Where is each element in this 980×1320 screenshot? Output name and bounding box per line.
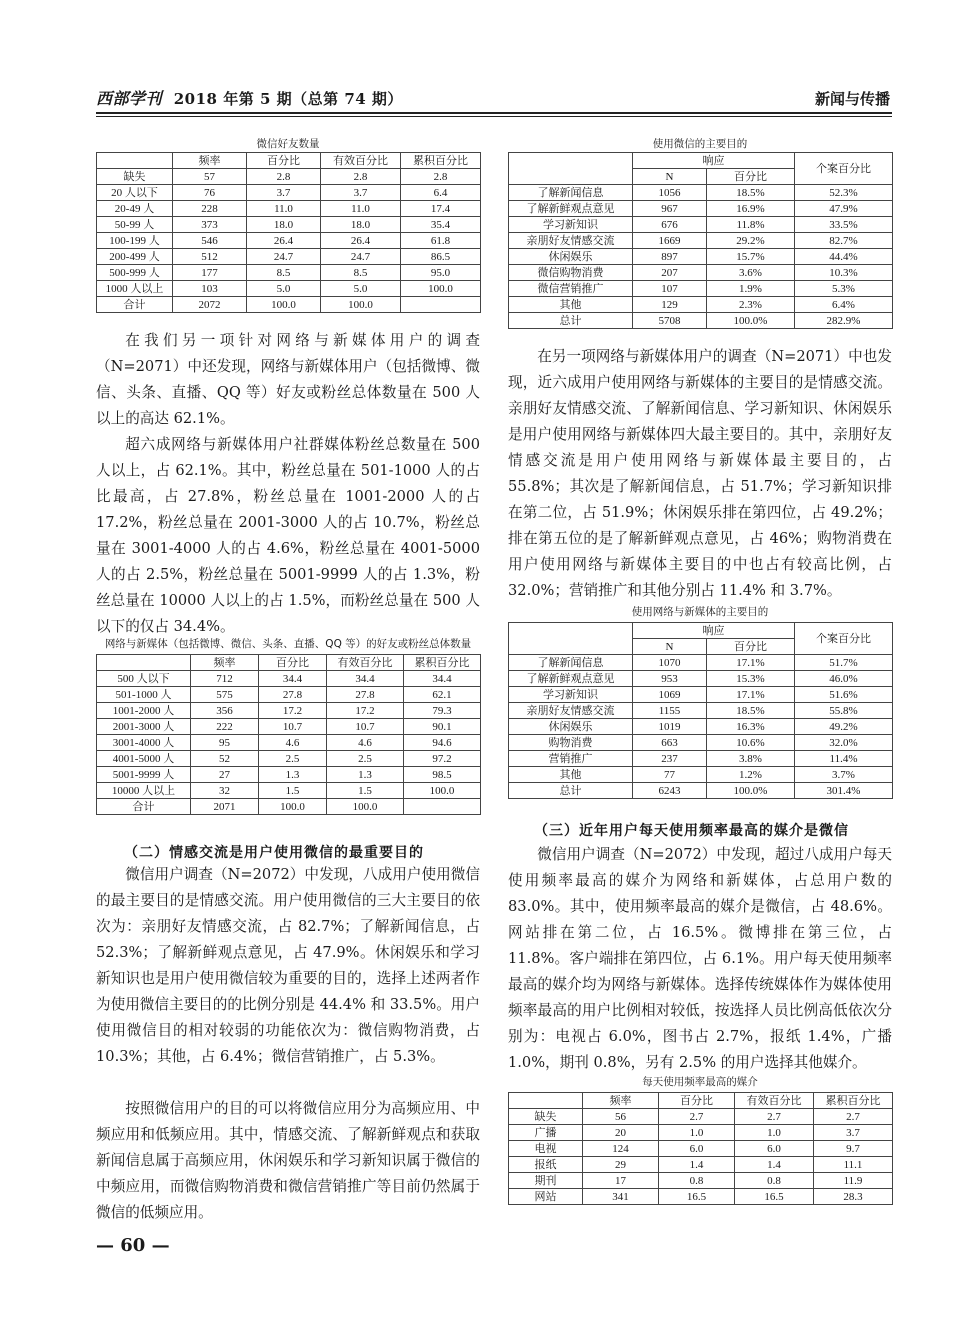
table-cell: 10.7 xyxy=(327,719,404,735)
row-label: 500-999 人 xyxy=(97,265,173,281)
table-cell: 33.5% xyxy=(795,217,893,233)
table-cell: 17.1% xyxy=(707,655,795,671)
table-header-row xyxy=(509,1093,893,1109)
wechat-purpose-table xyxy=(508,152,893,329)
table-cell: 95 xyxy=(191,735,259,751)
table-cell: 2.3% xyxy=(707,297,795,313)
table-header-row xyxy=(97,153,481,169)
table-cell: 11.0 xyxy=(321,201,401,217)
table-cell: 100.0% xyxy=(707,313,795,329)
row-label: 亲朋好友情感交流 xyxy=(509,233,633,249)
column-header xyxy=(97,153,173,169)
table-cell: 98.5 xyxy=(404,767,481,783)
table-cell: 18.5% xyxy=(707,185,795,201)
row-label: 5001-9999 人 xyxy=(97,767,191,783)
table-cell: 10.3% xyxy=(795,265,893,281)
table-cell: 94.6 xyxy=(404,735,481,751)
table-row xyxy=(509,265,893,281)
table-cell: 86.5 xyxy=(401,249,481,265)
table-cell: 2.8 xyxy=(401,169,481,185)
header-rule xyxy=(96,112,892,114)
table-cell: 11.0 xyxy=(247,201,321,217)
table-cell: 49.2% xyxy=(795,719,893,735)
column-header: 百分比 xyxy=(707,639,795,655)
column-header: N xyxy=(633,639,707,655)
table-cell: 51.6% xyxy=(795,687,893,703)
table-cell: 897 xyxy=(633,249,707,265)
table-cell: 46.0% xyxy=(795,671,893,687)
table-cell: 2.5 xyxy=(259,751,327,767)
table-cell: 712 xyxy=(191,671,259,687)
table-cell: 3.7 xyxy=(814,1125,893,1141)
column-header: 有效百分比 xyxy=(321,153,401,169)
paragraph-daily-media: 微信用户调查（N=2072）中发现，超过八成用户每天使用频率最高的媒介为网络和新媒体，占总用户数的 83.0%。其中，使用频率最高的媒介是微信，占 48.6%。网站排在第二位，占 16.5%。微博排在第三位，占 11.8%。客户端排在第四位，占 6.1%。用户每天使用频率最高的媒介均为网络与新媒体。选择传统媒体作为媒体使用频率最高的用户比例相对较低，按选择人员比例高低依次分别为：电视占 6.0%，图书占 2.7%，报纸 1.4%，广播 1.0%，期刊 0.8%，另有 2.5% 的用户选择其他媒介。 xyxy=(508,846,892,1071)
media-purpose-table xyxy=(508,622,893,799)
row-label: 4001-5000 人 xyxy=(97,751,191,767)
table-row xyxy=(509,1157,893,1173)
table-cell: 17.2 xyxy=(259,703,327,719)
table-row xyxy=(509,655,893,671)
table-cell: 35.4 xyxy=(401,217,481,233)
row-label: 20-49 人 xyxy=(97,201,173,217)
table-cell: 2.7 xyxy=(814,1109,893,1125)
table-cell: 56 xyxy=(583,1109,659,1125)
row-label: 了解新闻信息 xyxy=(509,185,633,201)
table-cell: 103 xyxy=(173,281,247,297)
table-cell: 18.0 xyxy=(247,217,321,233)
table-row xyxy=(509,233,893,249)
table-row xyxy=(509,783,893,799)
table-cell: 2071 xyxy=(191,799,259,815)
table-cell: 62.1 xyxy=(404,687,481,703)
paragraph-wechat-applications: 按照微信用户的目的可以将微信应用分为高频应用、中频应用和低频应用。其中，情感交流、了解新鲜观点和获取新闻信息属于高频应用，休闲娱乐和学习新知识属于微信的中频应用，而微信购物消费和微信营销推广等目前仍然属于微信的低频应用。 xyxy=(96,1100,480,1221)
table-cell: 82.7% xyxy=(795,233,893,249)
table-cell: 55.8% xyxy=(795,703,893,719)
table-cell: 228 xyxy=(173,201,247,217)
row-label: 网站 xyxy=(509,1189,583,1205)
table-cell: 18.0 xyxy=(321,217,401,233)
table-cell: 1155 xyxy=(633,703,707,719)
table-cell: 10.6% xyxy=(707,735,795,751)
table-cell: 52 xyxy=(191,751,259,767)
table-caption-fans: 网络与新媒体（包括微博、微信、头条、直播、QQ 等）的好友或粉丝总体数量 xyxy=(104,638,472,650)
table-cell xyxy=(404,799,481,815)
journal-name: 西部学刊 xyxy=(96,89,163,108)
table-cell: 8.5 xyxy=(321,265,401,281)
table-cell: 6.0 xyxy=(659,1141,735,1157)
table-row xyxy=(509,1173,893,1189)
table-cell: 1.0 xyxy=(659,1125,735,1141)
table-cell: 18.5% xyxy=(707,703,795,719)
table-cell: 15.7% xyxy=(707,249,795,265)
table-caption-friends: 微信好友数量 xyxy=(256,138,320,150)
paragraph-fans-count: 超六成网络与新媒体用户社群媒体粉丝总数量在 500 人以上，占 62.1%。其中，粉丝总量在 501-1000 人的占比最高，占 27.8%，粉丝总量在 1001-2000 人的占 17.2%，粉丝总量在 2001-3000 人的占 10.7%，粉丝总量在 3001-4000 人的占 4.6%，粉丝总量在 4001-5000 人的占 2.5%，粉丝总量在 5001-9999 人的占 1.3%，粉丝总量在 10000 人以上的占 1.5%，而粉丝总量在 500 人以下的仅占 34.4%。 xyxy=(96,436,480,635)
row-label: 缺失 xyxy=(97,169,173,185)
table-cell: 34.4 xyxy=(327,671,404,687)
friends-count-table xyxy=(96,152,481,313)
table-cell: 1.4 xyxy=(735,1157,814,1173)
table-cell: 2.7 xyxy=(659,1109,735,1125)
table-cell: 28.3 xyxy=(814,1189,893,1205)
table-cell: 663 xyxy=(633,735,707,751)
group-header: 响应 xyxy=(633,153,795,169)
subheading-emotional-exchange: （二）情感交流是用户使用微信的最重要目的 xyxy=(124,845,424,861)
table-row xyxy=(509,1189,893,1205)
table-cell: 27 xyxy=(191,767,259,783)
table-cell: 17.1% xyxy=(707,687,795,703)
table-cell: 29.2% xyxy=(707,233,795,249)
table-cell: 373 xyxy=(173,217,247,233)
table-cell: 124 xyxy=(583,1141,659,1157)
table-cell: 282.9% xyxy=(795,313,893,329)
row-label: 20 人以下 xyxy=(97,185,173,201)
table-cell: 1.3 xyxy=(327,767,404,783)
table-cell: 1.9% xyxy=(707,281,795,297)
table-cell: 4.6 xyxy=(259,735,327,751)
table-cell: 15.3% xyxy=(707,671,795,687)
table-cell: 16.5 xyxy=(659,1189,735,1205)
table-row xyxy=(97,767,481,783)
row-label: 微信营销推广 xyxy=(509,281,633,297)
table-row xyxy=(97,169,481,185)
table-cell: 2.8 xyxy=(247,169,321,185)
row-label: 501-1000 人 xyxy=(97,687,191,703)
column-header: 百分比 xyxy=(659,1093,735,1109)
row-label: 了解新鲜观点意见 xyxy=(509,671,633,687)
table-row xyxy=(97,671,481,687)
table-cell: 26.4 xyxy=(247,233,321,249)
column-header xyxy=(509,1093,583,1109)
table-row xyxy=(97,783,481,799)
table-cell: 100.0% xyxy=(707,783,795,799)
table-cell: 5.0 xyxy=(247,281,321,297)
table-cell: 2072 xyxy=(173,297,247,313)
issue-info: 2018 年第 5 期（总第 74 期） xyxy=(173,90,403,108)
case-percent-header: 个案百分比 xyxy=(795,623,893,655)
table-cell: 11.8% xyxy=(707,217,795,233)
table-row xyxy=(509,201,893,217)
table-cell: 100.0 xyxy=(247,297,321,313)
table-cell: 100.0 xyxy=(401,281,481,297)
table-cell: 26.4 xyxy=(321,233,401,249)
table-cell: 57 xyxy=(173,169,247,185)
table-row xyxy=(509,735,893,751)
table-cell: 5708 xyxy=(633,313,707,329)
table-cell: 129 xyxy=(633,297,707,313)
table-cell: 6.4 xyxy=(401,185,481,201)
daily-media-table xyxy=(508,1092,893,1205)
table-cell: 2.8 xyxy=(321,169,401,185)
table-row xyxy=(97,735,481,751)
table-header-row xyxy=(509,153,893,169)
table-cell: 76 xyxy=(173,185,247,201)
table-cell: 27.8 xyxy=(259,687,327,703)
table-cell: 16.9% xyxy=(707,201,795,217)
table-cell: 1.4 xyxy=(659,1157,735,1173)
table-cell: 17.2 xyxy=(327,703,404,719)
table-row xyxy=(97,233,481,249)
table-cell: 177 xyxy=(173,265,247,281)
table-cell: 3.6% xyxy=(707,265,795,281)
table-cell: 1070 xyxy=(633,655,707,671)
table-cell: 1669 xyxy=(633,233,707,249)
table-row xyxy=(97,249,481,265)
table-cell: 77 xyxy=(633,767,707,783)
table-cell: 575 xyxy=(191,687,259,703)
table-cell: 356 xyxy=(191,703,259,719)
column-header: 频率 xyxy=(173,153,247,169)
table-caption-daily-media: 每天使用频率最高的媒介 xyxy=(642,1076,758,1088)
row-label: 学习新知识 xyxy=(509,687,633,703)
table-row xyxy=(97,185,481,201)
table-row xyxy=(97,719,481,735)
table-cell: 1.3 xyxy=(259,767,327,783)
table-row xyxy=(509,767,893,783)
table-cell: 32 xyxy=(191,783,259,799)
table-row xyxy=(97,217,481,233)
table-cell: 32.0% xyxy=(795,735,893,751)
table-row xyxy=(509,703,893,719)
table-header-row xyxy=(97,655,481,671)
table-cell: 3.7 xyxy=(247,185,321,201)
table-cell: 100.0 xyxy=(327,799,404,815)
table-header-row xyxy=(509,623,893,639)
row-label: 了解新鲜观点意见 xyxy=(509,201,633,217)
table-cell: 29 xyxy=(583,1157,659,1173)
table-cell: 100.0 xyxy=(321,297,401,313)
table-cell: 11.1 xyxy=(814,1157,893,1173)
row-label: 期刊 xyxy=(509,1173,583,1189)
table-row xyxy=(509,297,893,313)
blank-header-cell xyxy=(509,153,633,185)
table-cell: 17 xyxy=(583,1173,659,1189)
row-label: 其他 xyxy=(509,297,633,313)
table-cell: 100.0 xyxy=(259,799,327,815)
table-cell: 2.5 xyxy=(327,751,404,767)
case-percent-header: 个案百分比 xyxy=(795,153,893,185)
table-cell: 1056 xyxy=(633,185,707,201)
subheading-daily-media: （三）近年用户每天使用频率最高的媒介是微信 xyxy=(534,823,849,839)
table-cell: 9.7 xyxy=(814,1141,893,1157)
table-row xyxy=(509,1125,893,1141)
table-cell: 8.5 xyxy=(247,265,321,281)
column-header: 累积百分比 xyxy=(814,1093,893,1109)
row-label: 1000 人以上 xyxy=(97,281,173,297)
table-cell: 3.7% xyxy=(795,767,893,783)
paragraph-network-survey: 在我们另一项针对网络与新媒体用户的调查（N=2071）中还发现，网络与新媒体用户（包括微博、微信、头条、直播、QQ 等）好友或粉丝总体数量在 500 人以上的高达 62.1%。 xyxy=(96,332,480,427)
table-cell: 341 xyxy=(583,1189,659,1205)
row-label: 购物消费 xyxy=(509,735,633,751)
row-label: 缺失 xyxy=(509,1109,583,1125)
table-row xyxy=(97,703,481,719)
table-cell: 5.3% xyxy=(795,281,893,297)
table-cell: 3.8% xyxy=(707,751,795,767)
table-cell: 5.0 xyxy=(321,281,401,297)
table-row xyxy=(509,313,893,329)
table-cell: 1069 xyxy=(633,687,707,703)
table-caption-media-purpose: 使用网络与新媒体的主要目的 xyxy=(631,606,769,618)
table-cell: 52.3% xyxy=(795,185,893,201)
table-row xyxy=(509,1141,893,1157)
table-cell: 34.4 xyxy=(404,671,481,687)
group-header: 响应 xyxy=(633,623,795,639)
column-header: 频率 xyxy=(583,1093,659,1109)
table-cell: 24.7 xyxy=(321,249,401,265)
section-title: 新闻与传播 xyxy=(814,90,890,108)
table-row xyxy=(509,249,893,265)
table-cell: 79.3 xyxy=(404,703,481,719)
table-cell: 61.8 xyxy=(401,233,481,249)
table-cell: 16.3% xyxy=(707,719,795,735)
table-cell: 546 xyxy=(173,233,247,249)
table-row xyxy=(97,751,481,767)
row-label: 报纸 xyxy=(509,1157,583,1173)
row-label: 50-99 人 xyxy=(97,217,173,233)
table-cell: 1.5 xyxy=(259,783,327,799)
table-cell: 90.1 xyxy=(404,719,481,735)
row-label: 200-499 人 xyxy=(97,249,173,265)
table-cell: 11.4% xyxy=(795,751,893,767)
table-cell: 222 xyxy=(191,719,259,735)
table-cell: 16.5 xyxy=(735,1189,814,1205)
table-cell: 6243 xyxy=(633,783,707,799)
table-cell: 24.7 xyxy=(247,249,321,265)
table-row xyxy=(97,281,481,297)
row-label: 1001-2000 人 xyxy=(97,703,191,719)
paragraph-wechat-purpose: 微信用户调查（N=2072）中发现，八成用户使用微信的最主要目的是情感交流。用户使用微信的三大主要目的依次为：亲朋好友情感交流，占 82.7%；了解新闻信息，占 52.3%；了解新鲜观点意见，占 47.9%。休闲娱乐和学习新知识也是用户使用微信较为重要的目的，选择上述两者作为使用微信主要目的的比例分别是 44.4% 和 33.5%。用户使用微信目的相对较弱的功能依次为：微信购物消费，占 10.3%；其他，占 6.4%；微信营销推广，占 5.3%。 xyxy=(96,866,480,1065)
table-cell: 44.4% xyxy=(795,249,893,265)
table-row xyxy=(509,671,893,687)
table-cell: 51.7% xyxy=(795,655,893,671)
table-cell: 27.8 xyxy=(327,687,404,703)
running-header-left xyxy=(96,86,403,109)
table-cell: 47.9% xyxy=(795,201,893,217)
table-row xyxy=(509,751,893,767)
table-cell: 953 xyxy=(633,671,707,687)
row-label: 休闲娱乐 xyxy=(509,719,633,735)
table-cell: 95.0 xyxy=(401,265,481,281)
page-number: — 60 — xyxy=(96,1235,170,1256)
column-header: 百分比 xyxy=(259,655,327,671)
table-cell: 1.0 xyxy=(735,1125,814,1141)
table-row xyxy=(97,799,481,815)
row-label: 总计 xyxy=(509,783,633,799)
table-row xyxy=(97,201,481,217)
row-label: 其他 xyxy=(509,767,633,783)
table-cell: 3.7 xyxy=(321,185,401,201)
table-cell: 107 xyxy=(633,281,707,297)
table-cell: 1.5 xyxy=(327,783,404,799)
table-row xyxy=(97,265,481,281)
table-row xyxy=(509,185,893,201)
table-row xyxy=(97,297,481,313)
header-rule-thin xyxy=(96,116,892,117)
table-caption-wechat-purpose: 使用微信的主要目的 xyxy=(652,138,748,150)
column-header: 有效百分比 xyxy=(327,655,404,671)
row-label: 营销推广 xyxy=(509,751,633,767)
table-cell: 0.8 xyxy=(659,1173,735,1189)
row-label: 广播 xyxy=(509,1125,583,1141)
table-row xyxy=(509,719,893,735)
table-cell: 6.0 xyxy=(735,1141,814,1157)
column-header: 累积百分比 xyxy=(404,655,481,671)
column-header xyxy=(97,655,191,671)
table-cell: 100.0 xyxy=(404,783,481,799)
row-label: 电视 xyxy=(509,1141,583,1157)
table-cell: 237 xyxy=(633,751,707,767)
table-cell: 97.2 xyxy=(404,751,481,767)
table-cell: 4.6 xyxy=(327,735,404,751)
table-cell: 2.7 xyxy=(735,1109,814,1125)
table-cell: 1019 xyxy=(633,719,707,735)
row-label: 3001-4000 人 xyxy=(97,735,191,751)
row-label: 休闲娱乐 xyxy=(509,249,633,265)
paragraph-media-purpose: 在另一项网络与新媒体用户的调查（N=2071）中也发现，近六成用户使用网络与新媒体的主要目的是情感交流。亲朋好友情感交流、了解新闻信息、学习新知识、休闲娱乐是用户使用网络与新媒体四大最主要目的。其中，亲朋好友情感交流是用户使用网络与新媒体最主要目的，占 55.8%；其次是了解新闻信息，占 51.7%；学习新知识排在第二位，占 51.9%；休闲娱乐排在第四位，占 49.2%；排在第五位的是了解新鲜观点意见，占 46%；购物消费在用户使用网络与新媒体主要目的中也占有较高比例，占 32.0%；营销推广和其他分别占 11.4% 和 3.7%。 xyxy=(508,348,892,599)
table-cell: 512 xyxy=(173,249,247,265)
row-label: 亲朋好友情感交流 xyxy=(509,703,633,719)
row-label: 总计 xyxy=(509,313,633,329)
table-cell: 207 xyxy=(633,265,707,281)
table-cell: 34.4 xyxy=(259,671,327,687)
row-label: 学习新知识 xyxy=(509,217,633,233)
table-row xyxy=(97,687,481,703)
column-header: 累积百分比 xyxy=(401,153,481,169)
table-row xyxy=(509,281,893,297)
table-cell: 17.4 xyxy=(401,201,481,217)
table-cell: 676 xyxy=(633,217,707,233)
table-cell: 301.4% xyxy=(795,783,893,799)
table-cell: 6.4% xyxy=(795,297,893,313)
column-header: N xyxy=(633,169,707,185)
row-label: 微信购物消费 xyxy=(509,265,633,281)
row-label: 合计 xyxy=(97,297,173,313)
column-header: 百分比 xyxy=(707,169,795,185)
column-header: 百分比 xyxy=(247,153,321,169)
row-label: 100-199 人 xyxy=(97,233,173,249)
blank-header-cell xyxy=(509,623,633,655)
row-label: 500 人以下 xyxy=(97,671,191,687)
row-label: 了解新闻信息 xyxy=(509,655,633,671)
table-cell xyxy=(401,297,481,313)
column-header: 有效百分比 xyxy=(735,1093,814,1109)
column-header: 频率 xyxy=(191,655,259,671)
table-cell: 1.2% xyxy=(707,767,795,783)
table-row xyxy=(509,1109,893,1125)
fans-count-table xyxy=(96,654,481,815)
row-label: 合计 xyxy=(97,799,191,815)
table-cell: 967 xyxy=(633,201,707,217)
table-cell: 20 xyxy=(583,1125,659,1141)
table-row xyxy=(509,687,893,703)
table-cell: 11.9 xyxy=(814,1173,893,1189)
row-label: 2001-3000 人 xyxy=(97,719,191,735)
table-cell: 10.7 xyxy=(259,719,327,735)
row-label: 10000 人以上 xyxy=(97,783,191,799)
table-cell: 0.8 xyxy=(735,1173,814,1189)
table-row xyxy=(509,217,893,233)
